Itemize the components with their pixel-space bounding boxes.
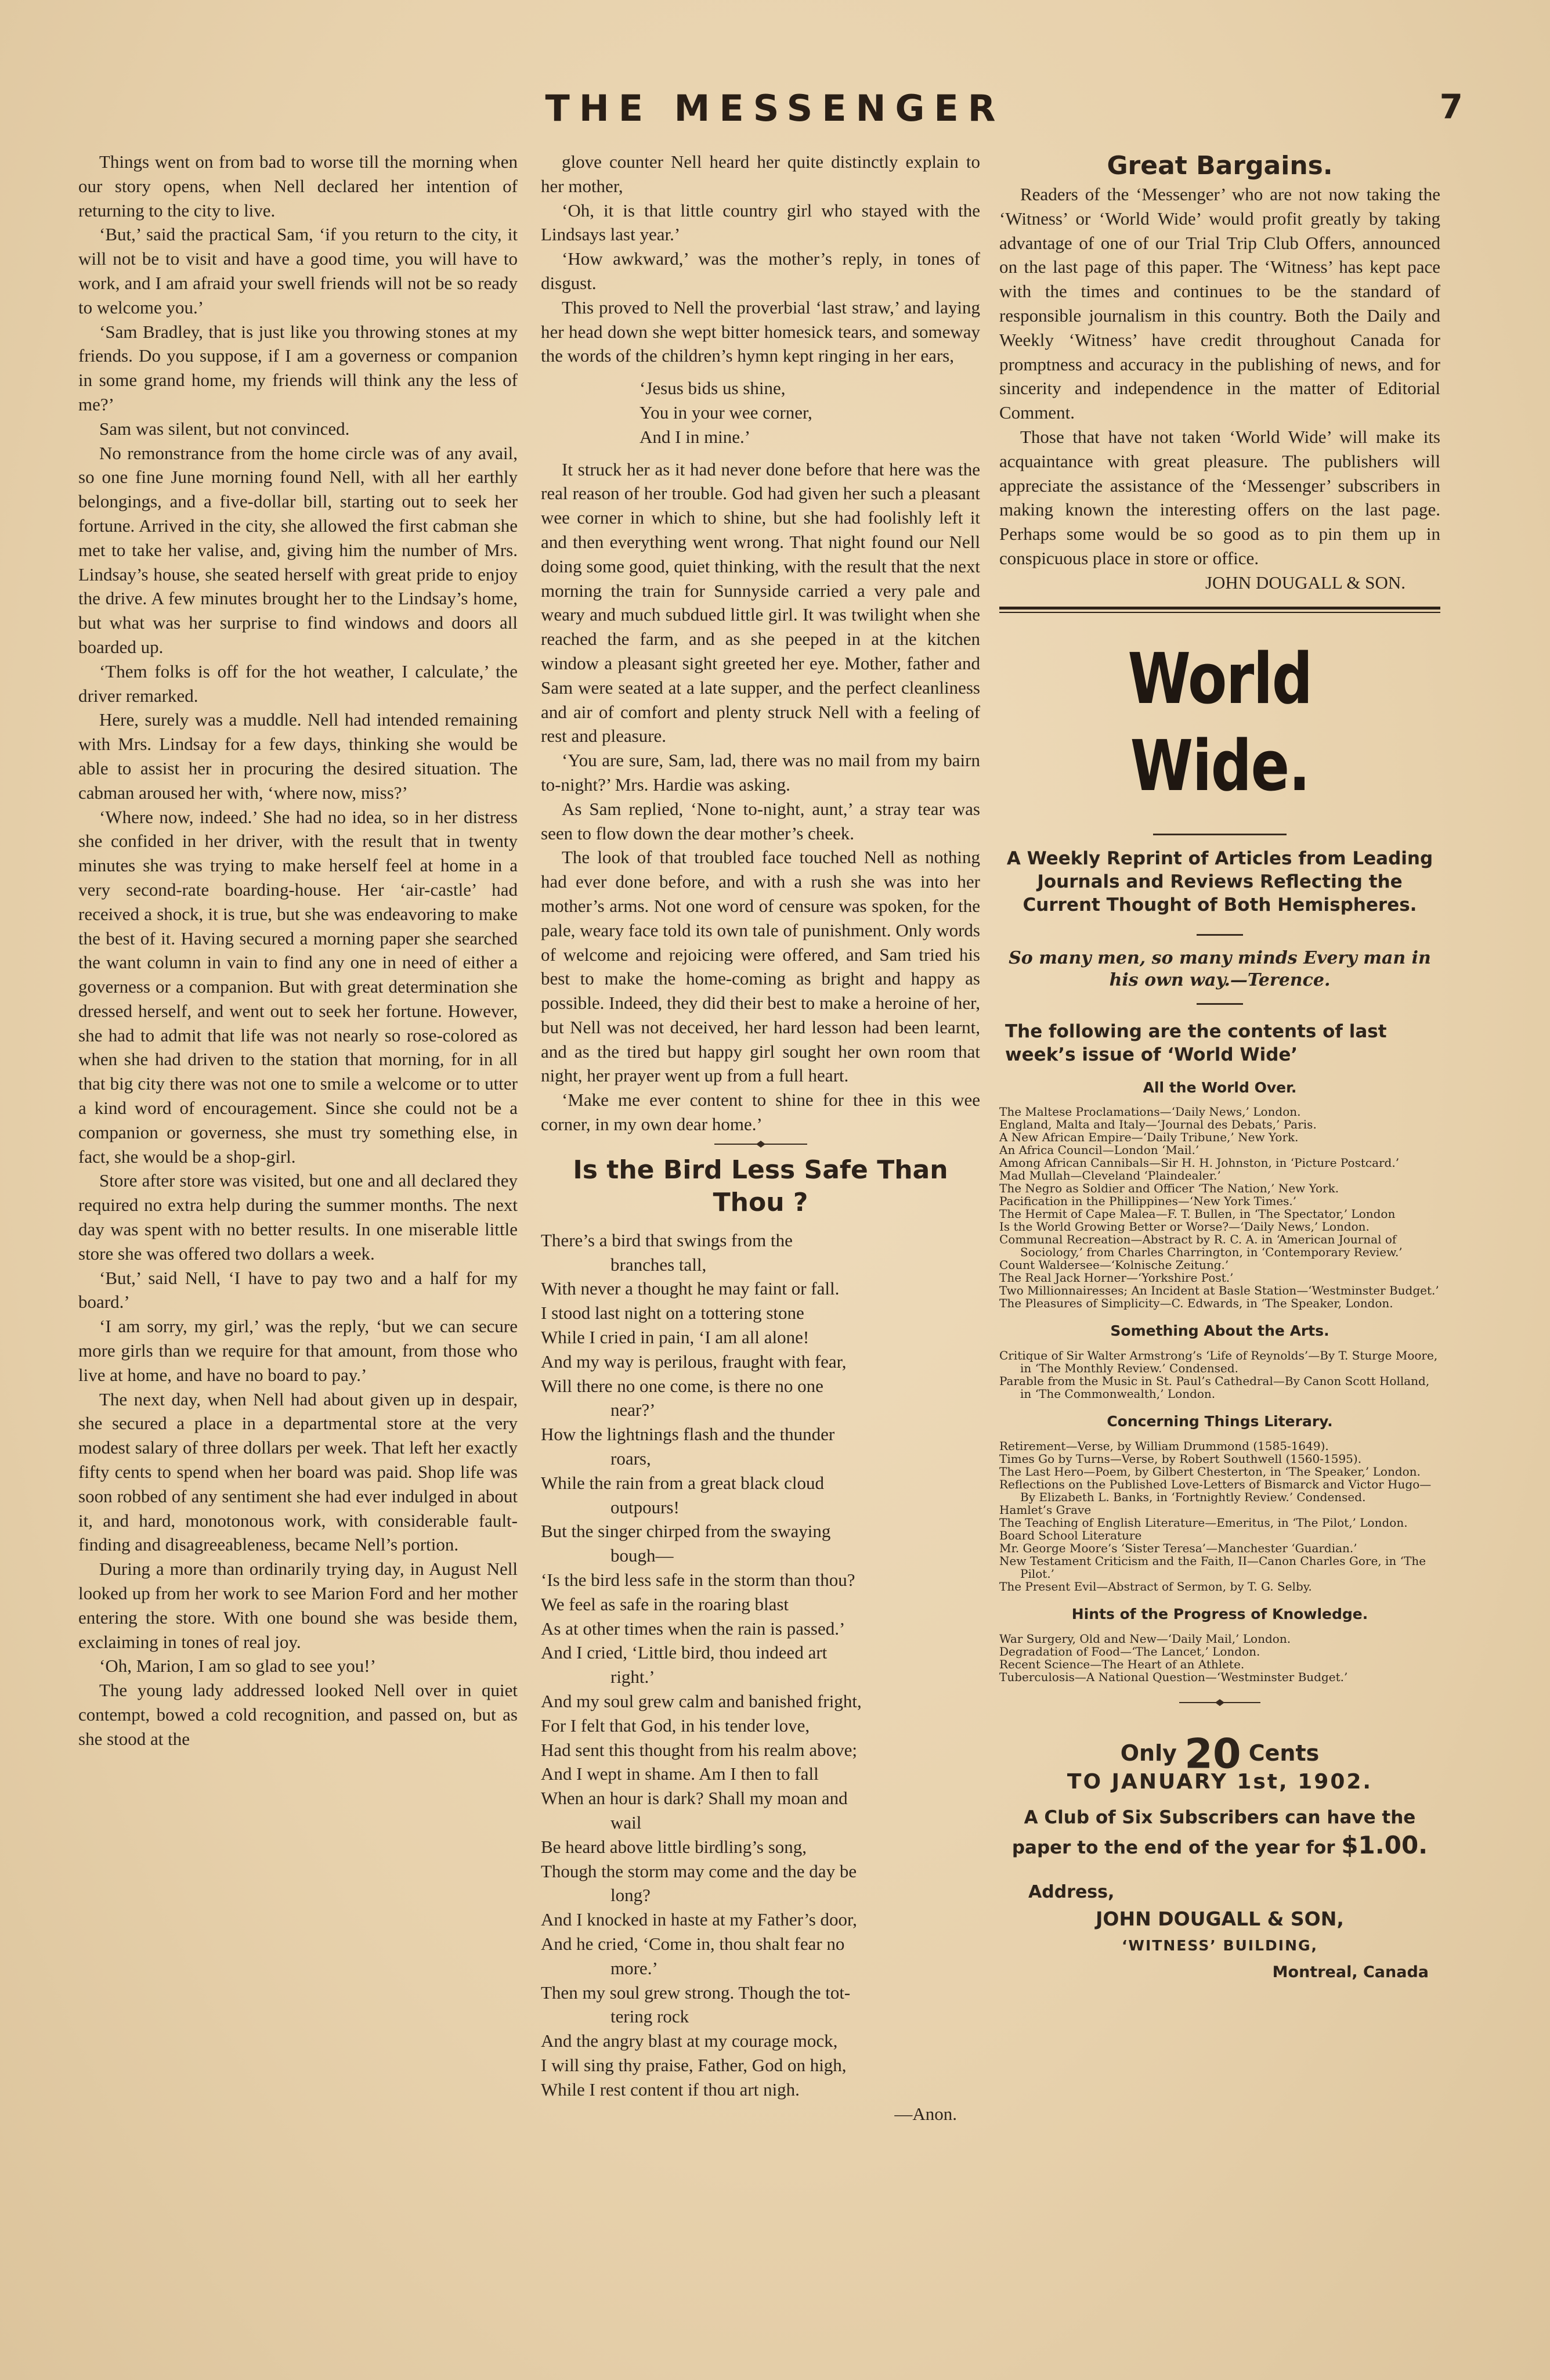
contents-item: Board School Literature — [999, 1528, 1142, 1542]
poem-line: But the singer chirped from the swaying — [541, 1521, 831, 1542]
paragraph: ‘You are sure, Sam, lad, there was no mail from my bairn to-night?’ Mrs. Hardie was asking. — [541, 750, 980, 795]
poem-line: When an hour is dark? Shall my moan and — [541, 1788, 848, 1809]
contents-section-items — [999, 1632, 1440, 1683]
contents-item: Hamlet’s Grave — [999, 1502, 1092, 1517]
double-rule — [999, 607, 1440, 613]
poem-line: With never a thought he may faint or fall. — [541, 1278, 840, 1299]
contents-item: Critique of Sir Walter Armstrong’s ‘Life of Reynolds’—By T. Sturge Moore, in ‘The Monthly Review.’ Condensed. — [999, 1348, 1438, 1376]
poem-line: And the angry blast at my courage mock, — [541, 2031, 838, 2051]
poem-line: And he cried, ‘Come in, thou shalt fear no — [541, 1933, 845, 1954]
poem-line: I will sing thy praise, Father, God on high, — [541, 2054, 847, 2075]
paragraph: The next day, when Nell had about given up in despair, she secured a place in a departmental store at the very modest salary of three dollars per week. That left her exactly fifty cents to spend when her board was paid. Shop life was soon robbed of any sentiment she had ever indulged in about it, and hard, monotonous work, with considerable fault-finding and disagreeableness, became Nell’s portion. — [78, 1389, 518, 1555]
divider — [1153, 834, 1287, 835]
contents-item: An Africa Council—London ‘Mail.’ — [999, 1143, 1199, 1157]
hymn-line: You in your wee corner, — [639, 402, 812, 423]
paragraph: ‘But,’ said the practical Sam, ‘if you return to the city, it will not be to visit and have a good time, you will have to work, and I am afraid your swell friends will not be so ready to welcome you.’ — [78, 224, 518, 318]
contents-item: The Maltese Proclamations—‘Daily News,’ London. — [999, 1105, 1301, 1119]
poem-line: While I rest content if thou art nigh. — [541, 2079, 800, 2100]
paragraph: ‘How awkward,’ was the mother’s reply, in tones of disgust. — [541, 248, 980, 293]
poem-line: And my soul grew calm and banished fright, — [541, 1691, 862, 1712]
contents-item: Is the World Growing Better or Worse?—‘Daily News,’ London. — [999, 1220, 1370, 1234]
contents-item: War Surgery, Old and New—‘Daily Mail,’ London. — [999, 1631, 1291, 1646]
contents-item: The Real Jack Horner—‘Yorkshire Post.’ — [999, 1271, 1234, 1285]
contents-item: Mad Mullah—Cleveland ‘Plaindealer.’ — [999, 1169, 1221, 1183]
contents-item: Times Go by Turns—Verse, by Robert Southwell (1560-1595). — [999, 1451, 1362, 1466]
ornament-divider — [541, 1137, 980, 1154]
poem-line: more.’ — [610, 1957, 658, 1978]
paragraph: ‘Oh, Marion, I am so glad to see you!’ — [99, 1656, 376, 1676]
bargains-signature: JOHN DOUGALL & SON. — [1205, 572, 1406, 593]
poem-line: And my way is perilous, fraught with fear, — [541, 1351, 847, 1372]
ornament-divider — [999, 1695, 1440, 1712]
paragraph: ‘I am sorry, my girl,’ was the reply, ‘but we can secure more girls than we require for that amount, from those who live at home, and have no board to pay.’ — [78, 1316, 518, 1385]
offer-cents: Cents — [1248, 1740, 1320, 1766]
poem-line: right.’ — [610, 1667, 655, 1687]
poem-line: We feel as safe in the roaring blast — [541, 1593, 789, 1614]
contents-item: Recent Science—The Heart of an Athlete. — [999, 1657, 1245, 1671]
paragraph: Those that have not taken ‘World Wide’ will make its acquaintance with great pleasure. The publishers will appreciate the assistance of the ‘Messenger’ subscribers in making known the interesting offers on the last page. Perhaps some would be so good as to pin them up in conspicuous place in store or office. — [999, 426, 1440, 568]
contents-item: Tuberculosis—A National Question—‘Westminster Budget.’ — [999, 1669, 1348, 1684]
contents-item: Retirement—Verse, by William Drummond (1585-1649). — [999, 1438, 1329, 1453]
world-wide-quote: So many men, so many minds Every man in his own way.—Terence. — [1009, 947, 1431, 990]
world-wide-subtitle: A Weekly Reprint of Articles from Leading Journals and Reviews Reflecting the Current Thought of Both Hemispheres. — [1006, 848, 1433, 915]
story-column-1 — [78, 150, 518, 1751]
paragraph: Store after store was visited, but one and all declared they required no extra help during the summer months. The next day was spent with no better results. In one miserable little store she was offered two dollars a week. — [78, 1170, 518, 1264]
offer-price: 20 — [1184, 1730, 1241, 1778]
poem-line: And I cried, ‘Little bird, thou indeed art — [541, 1642, 828, 1663]
contents-item: Degradation of Food—‘The Lancet,’ London. — [999, 1644, 1260, 1658]
advert-column — [999, 150, 1440, 1986]
paragraph: This proved to Nell the proverbial ‘last straw,’ and laying her head down she wept bitter homesick tears, and someway the words of the children’s hymn kept ringing in her ears, — [541, 297, 980, 366]
poem-title: Is the Bird Less Safe Than Thou ? — [573, 1155, 948, 1217]
contents-item: Pacification in the Phillippines—‘New York Times.’ — [999, 1194, 1297, 1209]
poem-body — [541, 1228, 980, 2102]
paragraph: ‘Sam Bradley, that is just like you throwing stones at my friends. Do you suppose, if I am a governess or companion in some grand home, my friends will think any the less of me?’ — [78, 321, 518, 414]
contents-item: Parable from the Music in St. Paul’s Cathedral—By Canon Scott Holland, in ‘The Commonwealth,’ London. — [999, 1374, 1430, 1401]
paragraph: ‘But,’ said Nell, ‘I have to pay two and a half for my board.’ — [78, 1267, 518, 1312]
poem-line: Had sent this thought from his realm above; — [541, 1739, 857, 1760]
contents-item: The Negro as Soldier and Officer ‘The Nation,’ New York. — [999, 1181, 1339, 1196]
address-block — [999, 1879, 1440, 1986]
poem-line: roars, — [610, 1448, 651, 1469]
hymn-line: And I in mine.’ — [639, 426, 751, 447]
poem-line: outpours! — [610, 1496, 680, 1517]
paragraph: Here, surely was a muddle. Nell had intended remaining with Mrs. Lindsay for a few days, thinking she would be able to assist her in procuring the desired situation. The cabman aroused her with, ‘where now, miss?’ — [78, 709, 518, 803]
contents-list — [999, 1076, 1440, 1683]
contents-item: The Last Hero—Poem, by Gilbert Chesterton, in ‘The Speaker,’ London. — [999, 1464, 1421, 1479]
poem-line: And I knocked in haste at my Father’s door, — [541, 1909, 857, 1930]
offer-line — [999, 1730, 1440, 1778]
paragraph: No remonstrance from the home circle was of any avail, so one fine June morning found Nell, with all her earthly belongings, and a five-dollar bill, starting out to seek her fortune. Arrived in the city, she allowed the first cabman she met to take her valise, and, giving him the number of Mrs. Lindsay’s house, she seated herself with great pride to enjoy the drive. A few minutes brought her to the Lindsay’s home, but what was her surprise to find windows and doors all boarded up. — [78, 442, 518, 657]
contents-item: A New African Empire—‘Daily Tribune,’ New York. — [999, 1130, 1299, 1145]
contents-item: The Teaching of English Literature—Emeritus, in ‘The Pilot,’ London. — [999, 1515, 1408, 1530]
poem-line: While I cried in pain, ‘I am all alone! — [541, 1327, 810, 1348]
page-number: 7 — [1439, 87, 1463, 127]
contents-item: Communal Recreation—Abstract by R. C. A. in ‘American Journal of Sociology,’ from Charles Charrington, in ‘Contemporary Review.’ — [999, 1232, 1403, 1260]
poem-line: ‘Is the bird less safe in the storm than thou? — [541, 1570, 855, 1591]
contents-section-heading: Hints of the Progress of Knowledge. — [1071, 1605, 1368, 1622]
hymn-line: ‘Jesus bids us shine, — [639, 378, 786, 399]
contents-item: New Testament Criticism and the Faith, II—Canon Charles Gore, in ‘The Pilot.’ — [999, 1553, 1426, 1581]
paragraph: Things went on from bad to worse till the morning when our story opens, when Nell declared her intention of returning to the city to live. — [78, 152, 518, 221]
address-name: JOHN DOUGALL & SON, — [1096, 1907, 1344, 1930]
poem-line: long? — [610, 1885, 651, 1906]
masthead — [0, 87, 1550, 134]
poem-line: I stood last night on a tottering stone — [541, 1303, 804, 1324]
poem-line: near?’ — [610, 1400, 656, 1420]
offer-until: TO JANUARY 1st, 1902. — [1067, 1770, 1373, 1794]
story-ending — [541, 457, 980, 1137]
paragraph: glove counter Nell heard her quite distinctly explain to her mother, — [541, 152, 980, 196]
contents-item: England, Malta and Italy—‘Journal des Debats,’ Paris. — [999, 1117, 1317, 1132]
contents-item: Two Millionnairesses; An Incident at Basle Station—‘Westminster Budget.’ — [999, 1283, 1439, 1298]
poem-line: bough— — [610, 1545, 674, 1566]
address-building: ‘WITNESS’ BUILDING, — [1121, 1937, 1318, 1954]
paragraph: ‘Where now, indeed.’ She had no idea, so in her distress she confided in her driver, with the result that in twenty minutes she was trying to make herself feel at home in a very second-rate boarding-house. Her ‘air-castle’ had received a shock, it is true, but she was endeavoring to make the best of it. Having secured a morning paper she searched the want column in vain to find any one in need of either a governess or a companion. But with great determination she dressed herself, and went out to seek her fortune. However, she had to admit that life was not nearly so rose-colored as when she had driven to the station that morning, for in all that big city there was not one to smile a welcome or to utter a kind word of encouragement. Since she could not be a companion or governess, she must try something else, in fact, she would be a shop-girl. — [78, 806, 518, 1167]
contents-section-heading: Concerning Things Literary. — [1107, 1413, 1333, 1430]
contents-intro: The following are the contents of last week’s issue of ‘World Wide’ — [1005, 1020, 1387, 1065]
story-column-2 — [541, 150, 980, 2126]
bargains-body — [999, 182, 1440, 571]
poem-line: How the lightnings flash and the thunder — [541, 1424, 835, 1445]
poem-line: And I wept in shame. Am I then to fall — [541, 1764, 819, 1784]
contents-item: The Pleasures of Simplicity—C. Edwards, in ‘The Speaker, London. — [999, 1296, 1393, 1311]
poem-author: —Anon. — [894, 2103, 957, 2124]
paragraph: ‘Oh, it is that little country girl who stayed with the Lindsays last year.’ — [541, 200, 980, 245]
world-wide-title: World Wide. — [1128, 639, 1312, 807]
poem-line: branches tall, — [610, 1254, 707, 1275]
contents-item: The Present Evil—Abstract of Sermon, by T. G. Selby. — [999, 1579, 1312, 1593]
poem-line: While the rain from a great black cloud — [541, 1472, 825, 1493]
contents-item: Mr. George Moore’s ‘Sister Teresa’—Manchester ‘Guardian.’ — [999, 1541, 1357, 1555]
poem-line: For I felt that God, in his tender love, — [541, 1715, 810, 1736]
contents-item: Count Waldersee—‘Kolnische Zeitung.’ — [999, 1258, 1229, 1272]
divider — [1197, 1003, 1243, 1005]
poem-line: Be heard above little birdling’s song, — [541, 1836, 807, 1857]
address-label: Address, — [1028, 1881, 1115, 1902]
poem-line: tering rock — [610, 2006, 689, 2027]
story-continuation — [541, 150, 980, 368]
poem-line: Though the storm may come and the day be — [541, 1860, 857, 1881]
poem-line: Will there no one come, is there no one — [541, 1375, 823, 1396]
paragraph: The young lady addressed looked Nell over in quiet contempt, bowed a cold recognition, and passed on, but as she stood at the — [78, 1680, 518, 1749]
paragraph: As Sam replied, ‘None to-night, aunt,’ a stray tear was seen to flow down the dear mother’s cheek. — [541, 798, 980, 843]
poem-line: As at other times when the rain is passed.’ — [541, 1618, 846, 1639]
poem-line: wail — [610, 1812, 642, 1833]
bargains-title: Great Bargains. — [1107, 151, 1333, 181]
newspaper-title: THE MESSENGER — [545, 87, 1005, 129]
contents-item: The Hermit of Cape Malea—F. T. Bullen, in ‘The Spectator,’ London — [999, 1207, 1396, 1221]
contents-section-heading: All the World Over. — [1143, 1079, 1297, 1096]
contents-item: Reflections on the Published Love-Letters of Bismarck and Victor Hugo—By Elizabeth L. Banks, in ‘Fortnightly Review.’ Condensed. — [999, 1477, 1432, 1504]
contents-section-items — [999, 1349, 1440, 1400]
poem-line: There’s a bird that swings from the — [541, 1229, 793, 1250]
paragraph: Sam was silent, but not convinced. — [99, 418, 350, 439]
club-text: A Club of Six Subscribers can have the paper to the end of the year for — [1011, 1806, 1416, 1858]
paragraph: ‘Them folks is off for the hot weather, I calculate,’ the driver remarked. — [78, 661, 518, 706]
paragraph: ‘Make me ever content to shine for thee in this wee corner, in my own dear home.’ — [541, 1090, 980, 1135]
poem-line: Then my soul grew strong. Though the tot- — [541, 1982, 851, 2003]
contents-section-items — [999, 1105, 1440, 1310]
club-price: $1.00. — [1341, 1830, 1428, 1859]
contents-section-heading: Something About the Arts. — [1110, 1322, 1329, 1340]
paragraph: The look of that troubled face touched Nell as nothing had ever done before, and with a rush she was into her mother’s arms. Not one word of censure was spoken, for the pale, weary face told its own tale of punishment. Only words of welcome and rejoicing were offered, and Sam tried his best to make the home-coming as bright and happy as possible. Indeed, they did their best to make a heroine of her, but Nell was not deceived, her hard lesson had been learnt, and as the tired but happy girl sought her own room that night, her prayer went up from a full heart. — [541, 847, 980, 1086]
paragraph: During a more than ordinarily trying day, in August Nell looked up from her work to see Marion Ford and her mother entering the store. With one bound she was beside them, exclaiming in tones of real joy. — [78, 1559, 518, 1652]
club-offer — [999, 1804, 1440, 1862]
contents-section-items — [999, 1440, 1440, 1593]
paragraph: Readers of the ‘Messenger’ who are not now taking the ‘Witness’ or ‘World Wide’ would profit greatly by taking advantage of one of our Trial Trip Club Offers, announced on the last page of this paper. The ‘Witness’ has kept pace with the times and continues to be the standard of responsible journalism in this country. Both the Daily and Weekly ‘Witness’ have credit throughout Canada for promptness and accuracy in the publishing of news, and for sincerity and independence in the matter of Editorial Comment. — [999, 184, 1440, 423]
paragraph: It struck her as it had never done before that here was the real reason of her trouble. God had given her such a pleasant wee corner in which to shine, but she had foolishly left it and then everything went wrong. That night found our Nell doing some good, quiet thinking, with the result that the next morning the train for Sunnyside carried a very pale and weary and much subdued little girl. It was twilight when she reached the farm, and as she peeped in at the kitchen window a pleasant sight greeted her eye. Mother, father and Sam were seated at a late supper, and the perfect cleanliness and air of comfort and plenty struck Nell with a feeling of rest and pleasure. — [541, 459, 980, 747]
divider — [1197, 934, 1243, 936]
address-city: Montreal, Canada — [1272, 1963, 1429, 1981]
offer-only: Only — [1120, 1740, 1177, 1766]
contents-item: Among African Cannibals—Sir H. H. Johnston, in ‘Picture Postcard.’ — [999, 1156, 1400, 1170]
hymn-verse — [541, 376, 980, 449]
